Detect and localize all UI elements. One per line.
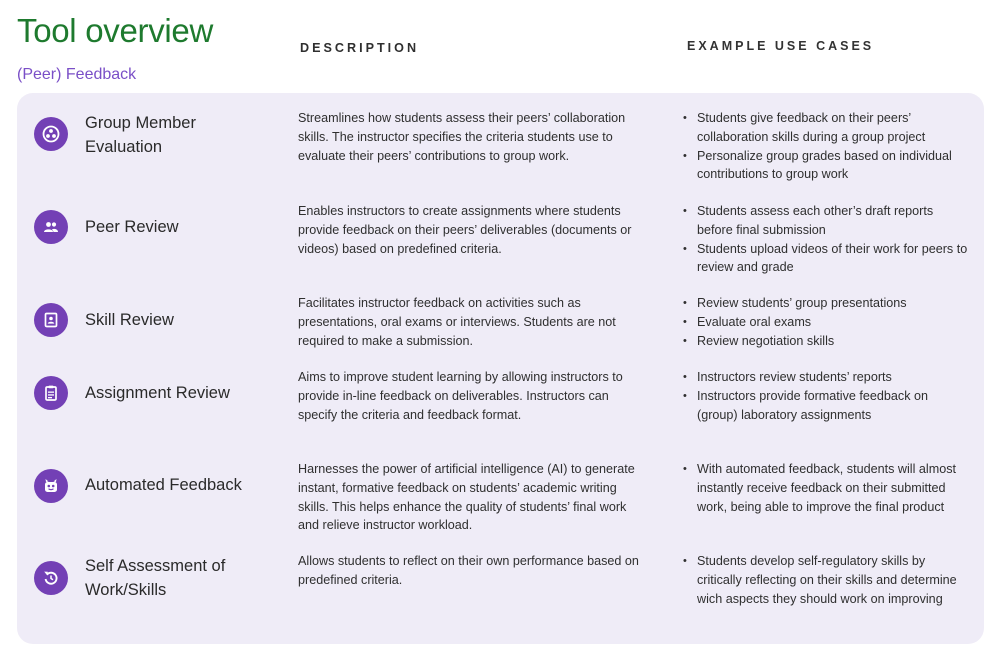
use-case-item: • Review students’ group presentations bbox=[679, 294, 969, 313]
tool-name: Skill Review bbox=[85, 311, 174, 329]
use-case-item: • Evaluate oral exams bbox=[679, 313, 969, 332]
tools-panel bbox=[17, 93, 984, 644]
use-case-list bbox=[679, 294, 969, 350]
column-header-use-cases: EXAMPLE USE CASES bbox=[687, 39, 875, 53]
column-header-description: DESCRIPTION bbox=[300, 41, 420, 55]
section-subtitle: (Peer) Feedback bbox=[17, 66, 137, 83]
group-evaluation-icon bbox=[34, 117, 68, 151]
badge-icon bbox=[34, 303, 68, 337]
use-case-item: • Review negotiation skills bbox=[679, 332, 969, 351]
tool-name: Group Member Evaluation bbox=[85, 114, 196, 156]
tool-description: Facilitates instructor feedback on activities such as presentations, oral exams or interviews. Students are not required to make a submission. bbox=[298, 296, 616, 348]
tool-description: Aims to improve student learning by allowing instructors to provide in-line feedback on deliverables. Instructors can specify the criteria and feedback format. bbox=[298, 370, 623, 422]
use-case-item: • Students develop self-regulatory skills by critically reflecting on their skills and determine wich aspects they should work on improving bbox=[679, 552, 969, 608]
use-case-list bbox=[679, 552, 969, 608]
people-icon bbox=[34, 210, 68, 244]
use-case-item: • Instructors provide formative feedback on (group) laboratory assignments bbox=[679, 387, 969, 425]
clipboard-icon bbox=[34, 376, 68, 410]
robot-icon bbox=[34, 469, 68, 503]
tool-description: Allows students to reflect on their own performance based on predefined criteria. bbox=[298, 554, 639, 587]
use-case-item: • With automated feedback, students will almost instantly receive feedback on their submitted work, being able to improve the final product bbox=[679, 460, 969, 516]
tool-name: Peer Review bbox=[85, 218, 179, 236]
use-case-item: • Students upload videos of their work for peers to review and grade bbox=[679, 240, 969, 278]
use-case-item: • Students assess each other’s draft reports before final submission bbox=[679, 202, 969, 240]
use-case-item: • Personalize group grades based on individual contributions to group work bbox=[679, 147, 969, 185]
tool-name: Self Assessment of Work/Skills bbox=[85, 557, 226, 599]
tool-name: Automated Feedback bbox=[85, 476, 242, 494]
use-case-list bbox=[679, 460, 969, 516]
use-case-item: • Instructors review students’ reports bbox=[679, 368, 969, 387]
tool-name: Assignment Review bbox=[85, 384, 230, 402]
use-case-list bbox=[679, 109, 969, 184]
use-case-list bbox=[679, 202, 969, 277]
tool-description: Harnesses the power of artificial intelligence (AI) to generate instant, formative feedback on students’ academic writing skills. This helps enhance the quality of students’ final work and relieve instructor workload. bbox=[298, 462, 635, 533]
tool-description: Streamlines how students assess their peers’ collaboration skills. The instructor specifies the criteria students use to evaluate their peers’ contributions to group work. bbox=[298, 111, 626, 163]
use-case-list bbox=[679, 368, 969, 424]
page-title: Tool overview bbox=[17, 12, 214, 49]
use-case-item: • Students give feedback on their peers’ collaboration skills during a group project bbox=[679, 109, 969, 147]
tool-description: Enables instructors to create assignments where students provide feedback on their peers’ deliverables (documents or videos) based on predefined criteria. bbox=[298, 204, 632, 256]
refresh-icon bbox=[34, 561, 68, 595]
